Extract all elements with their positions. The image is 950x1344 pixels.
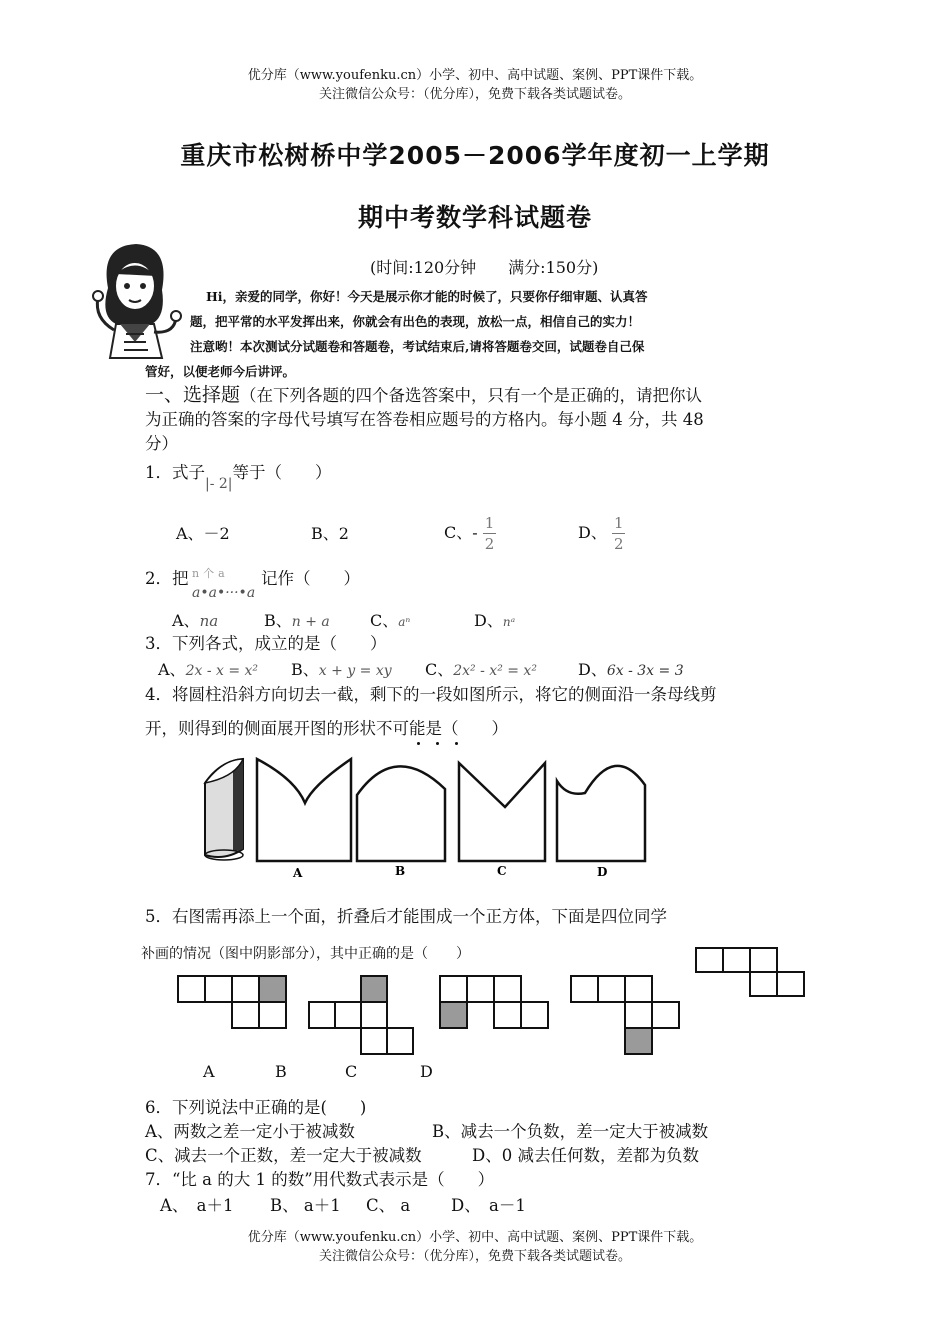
q2-option-a[interactable] bbox=[172, 608, 218, 631]
q1-option-b[interactable]: B、2 bbox=[311, 524, 349, 543]
q2-stem-start: 2．把 bbox=[145, 569, 189, 588]
cube-net-option-c bbox=[440, 976, 548, 1028]
q3-a-label: A、 bbox=[158, 660, 186, 679]
q2-a-math: na bbox=[199, 612, 219, 630]
header-line-1: 优分库（www.youfenku.cn）小学、初中、高中试题、案例、PPT课件下载。 bbox=[247, 68, 703, 83]
page-header bbox=[0, 66, 950, 104]
q1-option-c-fraction bbox=[483, 513, 497, 554]
net-shape-b bbox=[357, 766, 445, 861]
q6-stem: 6．下列说法中正确的是( ) bbox=[145, 1098, 367, 1117]
footer-line-1: 优分库（www.youfenku.cn）小学、初中、高中试题、案例、PPT课件下载。 bbox=[247, 1230, 703, 1245]
q3-option-a[interactable] bbox=[158, 657, 258, 680]
q2-b-label: B、 bbox=[264, 611, 292, 630]
q1-option-c-label: C、- bbox=[444, 523, 478, 542]
section-one-instruction-1: （在下列各题的四个备选答案中，只有一个是正确的，请把你认 bbox=[240, 386, 703, 405]
q4-label-a: A bbox=[293, 866, 303, 880]
emphasis-dot bbox=[455, 742, 458, 745]
q4-figure bbox=[195, 755, 655, 885]
q2-d-math: nᵃ bbox=[502, 615, 516, 629]
exam-title-line-1: 重庆市松树桥中学2005－2006学年度初一上学期 bbox=[180, 141, 770, 170]
q3-option-b[interactable] bbox=[291, 657, 392, 680]
page-footer bbox=[0, 1228, 950, 1266]
header-line-2: 关注微信公众号：（优分库），免费下载各类试题试卷。 bbox=[318, 87, 631, 102]
greeting-line-2: 题，把平常的水平发挥出来，你就会有出色的表现，放松一点，相信自己的实力！ bbox=[190, 314, 641, 329]
q4-label-c: C bbox=[497, 864, 507, 878]
q3-d-label: D、 bbox=[578, 660, 607, 679]
q3-d-math: 6x - 3x = 3 bbox=[606, 663, 684, 679]
q3-c-math: 2x² - x² = x² bbox=[453, 663, 537, 679]
q2-d-label: D、 bbox=[474, 611, 503, 630]
exam-time-score: (时间:120分钟 满分:150分) bbox=[370, 258, 599, 277]
cartoon-girl-illustration bbox=[86, 238, 182, 360]
section-one-instruction-2: 为正确的答案的字母代号填写在答卷相应题号的方格内。每小题 4 分，共 48 bbox=[145, 410, 704, 429]
q5-line-1: 5．右图需再添上一个面，折叠后才能围成一个正方体，下面是四位同学 bbox=[145, 907, 667, 926]
q1-d-denominator: 2 bbox=[613, 535, 624, 553]
section-one-title: 一、选择题 bbox=[145, 384, 241, 406]
q7-option-d[interactable]: D、 a－1 bbox=[451, 1196, 526, 1215]
q5-label-c: C bbox=[345, 1062, 358, 1081]
q1-d-numerator: 1 bbox=[613, 514, 624, 532]
q3-a-math: 2x - x = x² bbox=[185, 663, 259, 679]
section-one-instruction-3: 分） bbox=[145, 434, 178, 453]
reference-cube-net bbox=[696, 948, 804, 996]
q3-option-d[interactable] bbox=[578, 657, 684, 680]
q1-c-numerator: 1 bbox=[484, 514, 495, 532]
q2-a-label: A、 bbox=[172, 611, 200, 630]
q1-stem-end: 等于（ ） bbox=[232, 463, 332, 482]
q5-label-d: D bbox=[420, 1062, 433, 1081]
cube-net-option-b bbox=[309, 976, 413, 1054]
q5-line-2: 补画的情况（图中阴影部分），其中正确的是（ ） bbox=[141, 946, 470, 962]
net-shape-c bbox=[459, 763, 545, 861]
question-1-stem bbox=[145, 461, 332, 492]
q7-option-c[interactable]: C、 a bbox=[366, 1196, 411, 1215]
greeting-line-3: 注意哟！本次测试分试题卷和答题卷，考试结束后,请将答题卷交回，试题卷自己保 bbox=[190, 339, 645, 354]
q7-option-b[interactable]: B、 a＋1 bbox=[270, 1196, 341, 1215]
emphasis-dot bbox=[436, 742, 439, 745]
q3-b-math: x + y = xy bbox=[318, 663, 392, 679]
q1-option-d-label: D、 bbox=[578, 523, 607, 542]
q2-option-d[interactable] bbox=[474, 608, 515, 631]
q5-label-a: A bbox=[203, 1062, 215, 1081]
net-shape-d bbox=[557, 766, 645, 861]
q3-option-c[interactable] bbox=[425, 657, 537, 680]
q7-stem: 7．“比 a 的大 1 的数”用代数式表示是（ ） bbox=[145, 1170, 495, 1189]
q2-option-b[interactable] bbox=[264, 608, 330, 631]
cut-cylinder bbox=[205, 759, 243, 860]
q2-brace-label: n个a bbox=[192, 567, 229, 580]
q1-option-d[interactable] bbox=[578, 513, 625, 554]
q2-b-math: n + a bbox=[291, 614, 330, 630]
section-one-header bbox=[145, 383, 702, 408]
greeting-line-4: 管好，以便老师今后讲评。 bbox=[145, 364, 296, 379]
footer-line-2: 关注微信公众号：（优分库），免费下载各类试题试卷。 bbox=[318, 1249, 631, 1264]
q4-label-b: B bbox=[395, 864, 406, 878]
exam-title-line-2: 期中考数学科试题卷 bbox=[357, 203, 592, 232]
q6-option-a[interactable]: A、两数之差一定小于被减数 bbox=[145, 1122, 355, 1141]
q1-absolute-value-expr: |- 2| bbox=[205, 476, 233, 492]
q4-line-2: 开，则得到的侧面展开图的形状不可能是（ ） bbox=[145, 719, 508, 738]
q3-b-label: B、 bbox=[291, 660, 319, 679]
greeting-line-1: Hi，亲爱的同学，你好！今天是展示你才能的时候了，只要你仔细审题、认真答 bbox=[206, 289, 648, 304]
q6-option-b[interactable]: B、减去一个负数，差一定大于被减数 bbox=[432, 1122, 709, 1141]
q1-option-a[interactable]: A、－2 bbox=[176, 524, 230, 543]
q2-option-c[interactable] bbox=[370, 608, 410, 631]
q1-c-denominator: 2 bbox=[484, 535, 495, 553]
q7-option-a[interactable]: A、 a＋1 bbox=[160, 1196, 234, 1215]
net-shape-a bbox=[257, 759, 351, 861]
cube-net-option-d bbox=[571, 976, 679, 1054]
q6-option-c[interactable]: C、减去一个正数，差一定大于被减数 bbox=[145, 1146, 422, 1165]
q2-stem-end: 记作（ ） bbox=[261, 569, 360, 588]
q1-stem-start: 1．式子 bbox=[145, 463, 205, 482]
q2-c-math: aⁿ bbox=[398, 615, 411, 629]
q5-label-b: B bbox=[275, 1062, 287, 1081]
q4-label-d: D bbox=[597, 865, 608, 879]
q1-option-c[interactable] bbox=[444, 513, 496, 554]
q2-product-expr: a•a•···•a bbox=[192, 585, 256, 601]
q1-option-d-fraction bbox=[612, 513, 626, 554]
q3-stem: 3．下列各式，成立的是（ ） bbox=[145, 634, 387, 653]
cube-net-option-a bbox=[178, 976, 286, 1028]
q5-figure bbox=[170, 940, 820, 1060]
q4-line-1: 4．将圆柱沿斜方向切去一截，剩下的一段如图所示，将它的侧面沿一条母线剪 bbox=[145, 685, 717, 704]
q2-c-label: C、 bbox=[370, 611, 399, 630]
emphasis-dot bbox=[417, 742, 420, 745]
q6-option-d[interactable]: D、0 减去任何数，差都为负数 bbox=[472, 1146, 699, 1165]
q3-c-label: C、 bbox=[425, 660, 454, 679]
